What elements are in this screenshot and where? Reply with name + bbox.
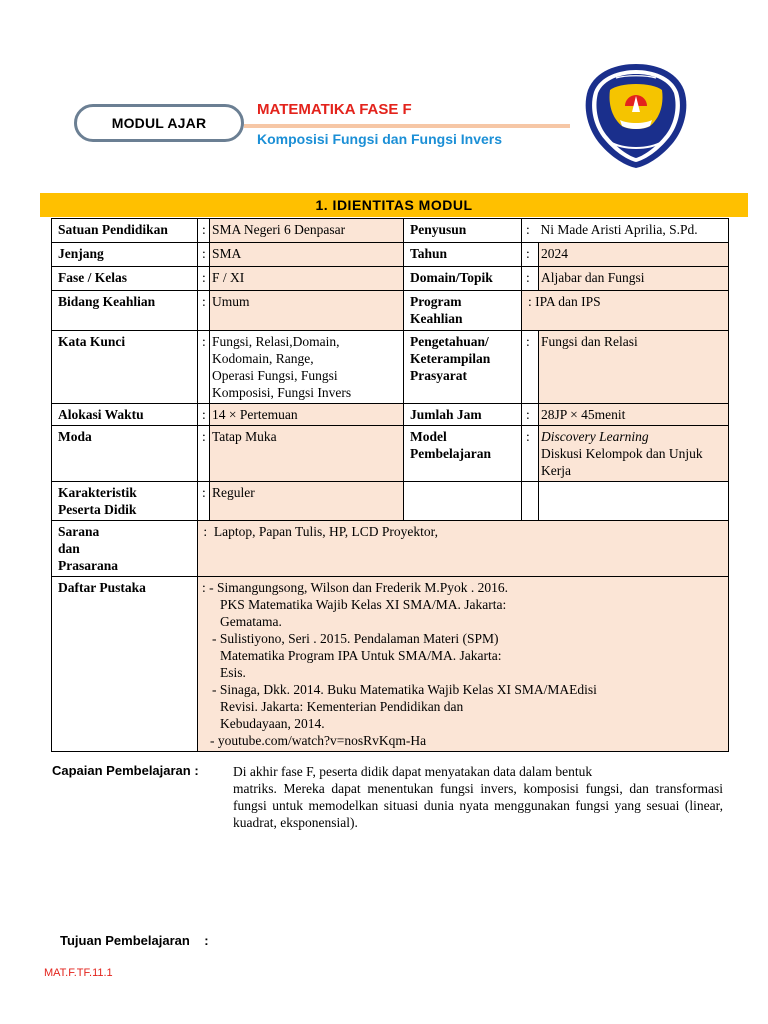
sarana-label-3: Prasarana — [58, 558, 118, 573]
kata-kunci-label: Kata Kunci — [52, 331, 198, 404]
table-row: Moda : Tatap Muka Model Pembelajaran : Discovery Learning Diskusi Kelompok dan Unjuk Kerja — [52, 426, 729, 482]
tut-wuri-handayani-logo-icon — [580, 60, 692, 172]
jumlah-value: 28JP × 45menit — [539, 404, 729, 426]
pustaka-label: Daftar Pustaka — [52, 577, 198, 752]
prasyarat-value: Fungsi dan Relasi — [539, 331, 729, 404]
table-row: Sarana dan Prasarana : Laptop, Papan Tulis, HP, LCD Proyektor, — [52, 521, 729, 577]
modul-ajar-label: MODUL AJAR — [111, 115, 207, 131]
moda-label: Moda — [52, 426, 198, 482]
jenjang-value: SMA — [210, 243, 404, 267]
program-label-1: Program — [410, 294, 462, 309]
satuan-value: SMA Negeri 6 Denpasar — [210, 219, 404, 243]
model-label-1: Model — [410, 429, 447, 444]
sarana-label-2: dan — [58, 541, 80, 556]
table-row: Fase / Kelas : F / XI Domain/Topik : Aljabar dan Fungsi — [52, 267, 729, 291]
model-value: Discovery Learning Diskusi Kelompok dan Unjuk Kerja — [539, 426, 729, 482]
prasyarat-label-3: Prasyarat — [410, 368, 467, 383]
karakteristik-label-2: Peserta Didik — [58, 502, 137, 517]
alokasi-value: 14 × Pertemuan — [210, 404, 404, 426]
domain-label: Domain/Topik — [404, 267, 522, 291]
table-row: Karakteristik Peserta Didik : Reguler — [52, 482, 729, 521]
domain-value: Aljabar dan Fungsi — [539, 267, 729, 291]
modul-ajar-badge — [74, 104, 244, 142]
bidang-label: Bidang Keahlian — [52, 291, 198, 331]
header-divider — [244, 124, 570, 128]
pustaka-value: : - Simangungsong, Wilson dan Frederik M.Pyok . 2016. PKS Matematika Wajib Kelas XI SMA/MA. Jakarta: Gematama. - Sulistiyono, Seri . 2015. Pendalaman Materi (SPM) Matematika Program IPA Untuk SMA/MA. Jakarta: Esis. - Sinaga, Dkk. 2014. Buku Matematika Wajib Kelas XI SMA/MAEdisi Revisi. Jakarta: Kementerian Pendidikan dan Kebudayaan, 2014. - youtube.com/watch?v=nosRvKqm-Ha — [198, 577, 729, 752]
identity-table — [51, 218, 729, 752]
table-row: Kata Kunci : Fungsi, Relasi,Domain, Kodomain, Range, Operasi Fungsi, Fungsi Komposisi, Fungsi Invers Pengetahuan/ Keterampilan Prasyarat : Fungsi dan Relasi — [52, 331, 729, 404]
table-row — [52, 577, 729, 752]
section-title-bar — [40, 193, 748, 217]
table-row: Bidang Keahlian : Umum Program Keahlian : IPA dan IPS — [52, 291, 729, 331]
fase-value: F / XI — [210, 267, 404, 291]
karakteristik-label-1: Karakteristik — [58, 485, 137, 500]
table-row: Alokasi Waktu : 14 × Pertemuan Jumlah Jam : 28JP × 45menit — [52, 404, 729, 426]
kata-kunci-value: Fungsi, Relasi,Domain, Kodomain, Range, Operasi Fungsi, Fungsi Komposisi, Fungsi Invers — [210, 331, 404, 404]
jumlah-label: Jumlah Jam — [404, 404, 522, 426]
document-code: MAT.F.TF.11.1 — [44, 967, 113, 979]
alokasi-label: Alokasi Waktu — [52, 404, 198, 426]
capaian-label: Capaian Pembelajaran : — [52, 763, 199, 778]
subject-title: MATEMATIKA FASE F — [257, 101, 412, 118]
capaian-text: Di akhir fase F, peserta didik dapat menyatakan data dalam bentuk matriks. Mereka dapat menentukan fungsi invers, komposisi fungsi, dan transformasi fungsi untuk memodelkan situasi dunia nyata menggunakan fungsi yang sesuai (linear, kuadrat, eksponensial). — [233, 764, 723, 830]
sarana-label-1: Sarana — [58, 524, 100, 539]
section-title: 1. IDIENTITAS MODUL — [315, 197, 473, 213]
table-row: Jenjang : SMA Tahun : 2024 — [52, 243, 729, 267]
tahun-label: Tahun — [404, 243, 522, 267]
moda-value: Tatap Muka — [210, 426, 404, 482]
model-label-2: Pembelajaran — [410, 446, 491, 461]
jenjang-label: Jenjang — [52, 243, 198, 267]
program-label-2: Keahlian — [410, 311, 463, 326]
prasyarat-label-2: Keterampilan — [410, 351, 491, 366]
fase-label: Fase / Kelas — [52, 267, 198, 291]
prasyarat-label-1: Pengetahuan/ — [410, 334, 489, 349]
karakteristik-value: Reguler — [210, 482, 404, 521]
bidang-value: Umum — [210, 291, 404, 331]
tahun-value: 2024 — [539, 243, 729, 267]
program-value: IPA dan IPS — [535, 294, 601, 309]
penyusun-value: Ni Made Aristi Aprilia, S.Pd. — [539, 219, 729, 243]
tujuan-label: Tujuan Pembelajaran : — [60, 933, 209, 948]
penyusun-label: Penyusun — [404, 219, 522, 243]
satuan-label: Satuan Pendidikan — [52, 219, 198, 243]
table-row: Satuan Pendidikan : SMA Negeri 6 Denpasar Penyusun : Ni Made Aristi Aprilia, S.Pd. — [52, 219, 729, 243]
topic-subtitle: Komposisi Fungsi dan Fungsi Invers — [257, 131, 503, 147]
sarana-value: Laptop, Papan Tulis, HP, LCD Proyektor, — [213, 524, 438, 539]
